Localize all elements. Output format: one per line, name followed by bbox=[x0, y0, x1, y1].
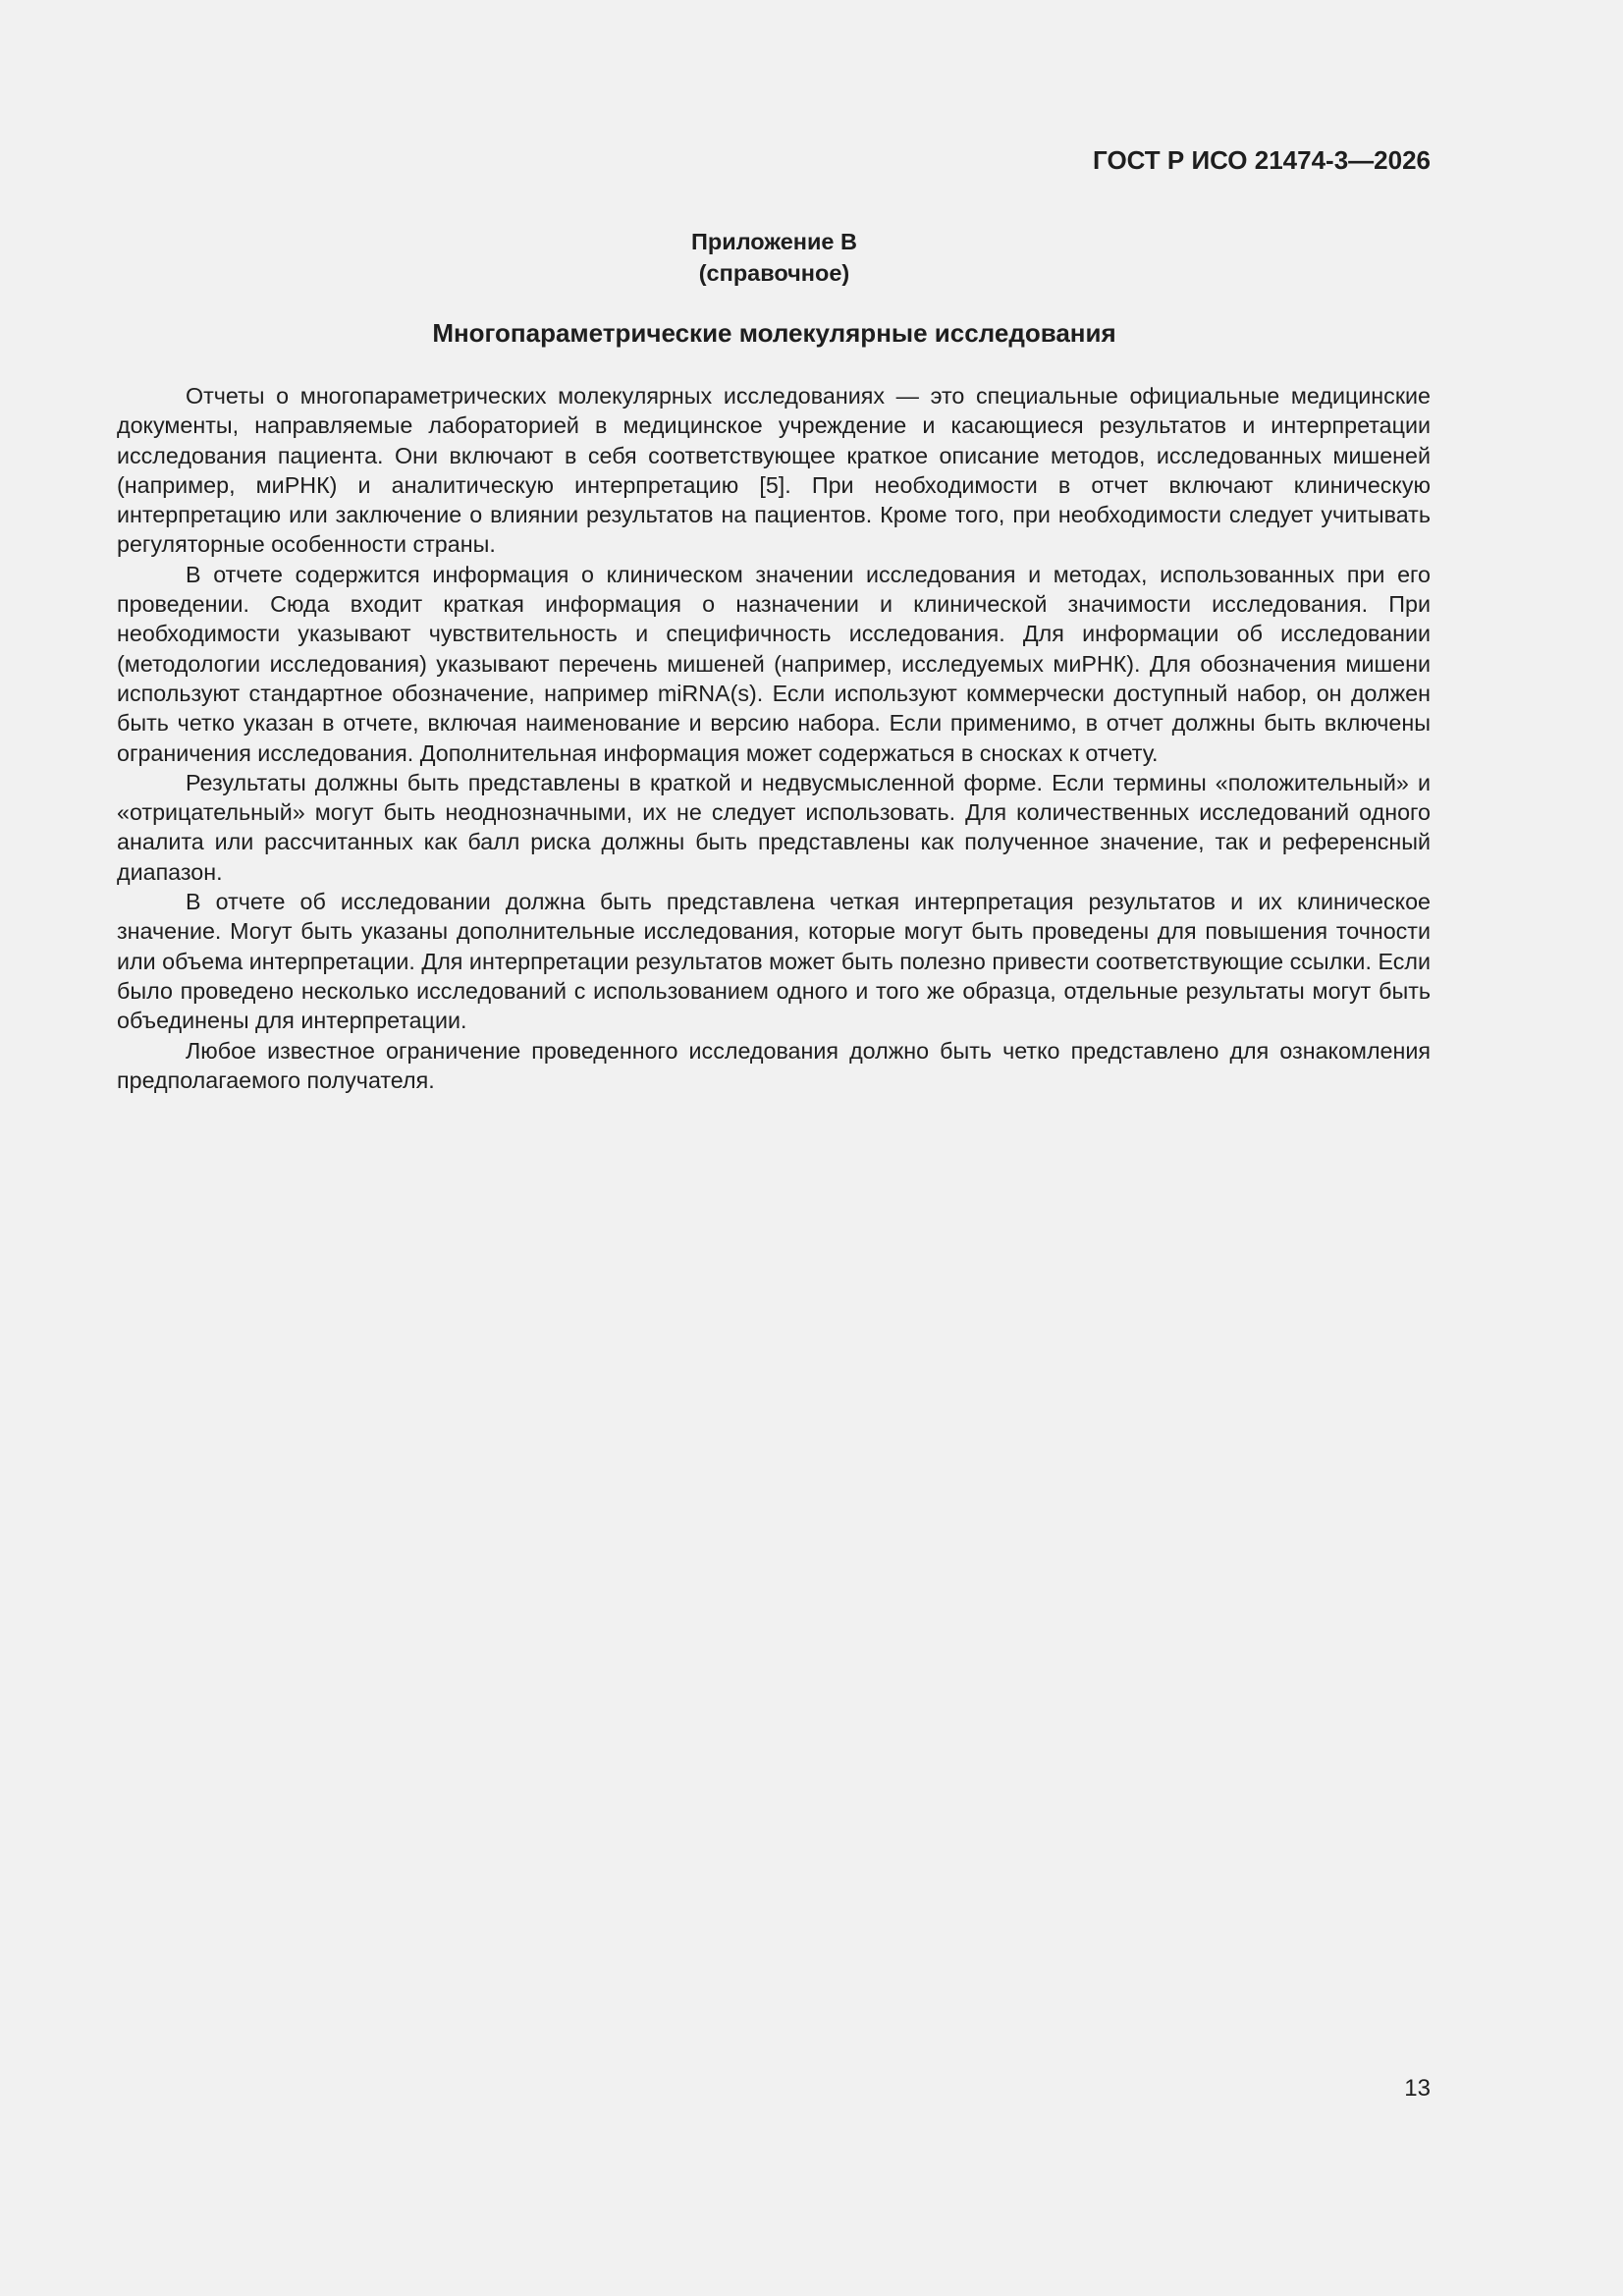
paragraph: В отчете содержится информация о клиническом значении исследования и методах, использованных при его проведении. Сюда входит краткая информация о назначении и клинической значимости исследования. При необходимости указывают чувствительность и специфичность исследования. Для информации об исследовании (методологии исследования) указывают перечень мишеней (например, исследуемых миРНК). Для обозначения мишени используют стандартное обозначение, например miRNA(s). Если используют коммерчески доступный набор, он должен быть четко указан в отчете, включая наименование и версию набора. Если применимо, в отчет должны быть включены ограничения исследования. Дополнительная информация может содержаться в сносках к отчету. bbox=[117, 561, 1431, 766]
paragraph: Результаты должны быть представлены в краткой и недвусмысленной форме. Если термины «положительный» и «отрицательный» могут быть неоднозначными, их не следует использовать. Для количественных исследований одного аналита или рассчитанных как балл риска должны быть представлены как полученное значение, так и референсный диапазон. bbox=[117, 769, 1431, 885]
annex-title: Приложение B bbox=[691, 229, 857, 254]
paragraph: Любое известное ограничение проведенного исследования должно быть четко представлено для ознакомления предполагаемого получателя. bbox=[117, 1037, 1431, 1093]
paragraph: В отчете об исследовании должна быть представлена четкая интерпретация результатов и их клиническое значение. Могут быть указаны дополнительные исследования, которые могут быть проведены для повышения точности или объема интерпретации. Для интерпретации результатов может быть полезно привести соответствующие ссылки. Если было проведено несколько исследований с использованием одного и того же образца, отдельные результаты могут быть объединены для интерпретации. bbox=[117, 889, 1431, 1034]
document-code: ГОСТ Р ИСО 21474-3—2026 bbox=[1093, 145, 1431, 175]
section-heading: Многопараметрические молекулярные исследования bbox=[432, 318, 1116, 348]
annex-subtitle: (справочное) bbox=[698, 260, 850, 286]
body-text bbox=[117, 381, 1431, 1095]
paragraph: Отчеты о многопараметрических молекулярных исследованиях — это специальные официальные медицинские документы, направляемые лабораторией в медицинское учреждение и касающиеся результатов и интерпретации исследования пациента. Они включают в себя соответствующее краткое описание методов, исследованных мишеней (например, миРНК) и аналитическую интерпретацию [5]. При необходимости в отчет включают клиническую интерпретацию или заключение о влиянии результатов на пациентов. Кроме того, при необходимости следует учитывать регуляторные особенности страны. bbox=[117, 383, 1431, 558]
page-number: 13 bbox=[1404, 2075, 1431, 2102]
annex-title-block bbox=[0, 226, 1548, 289]
